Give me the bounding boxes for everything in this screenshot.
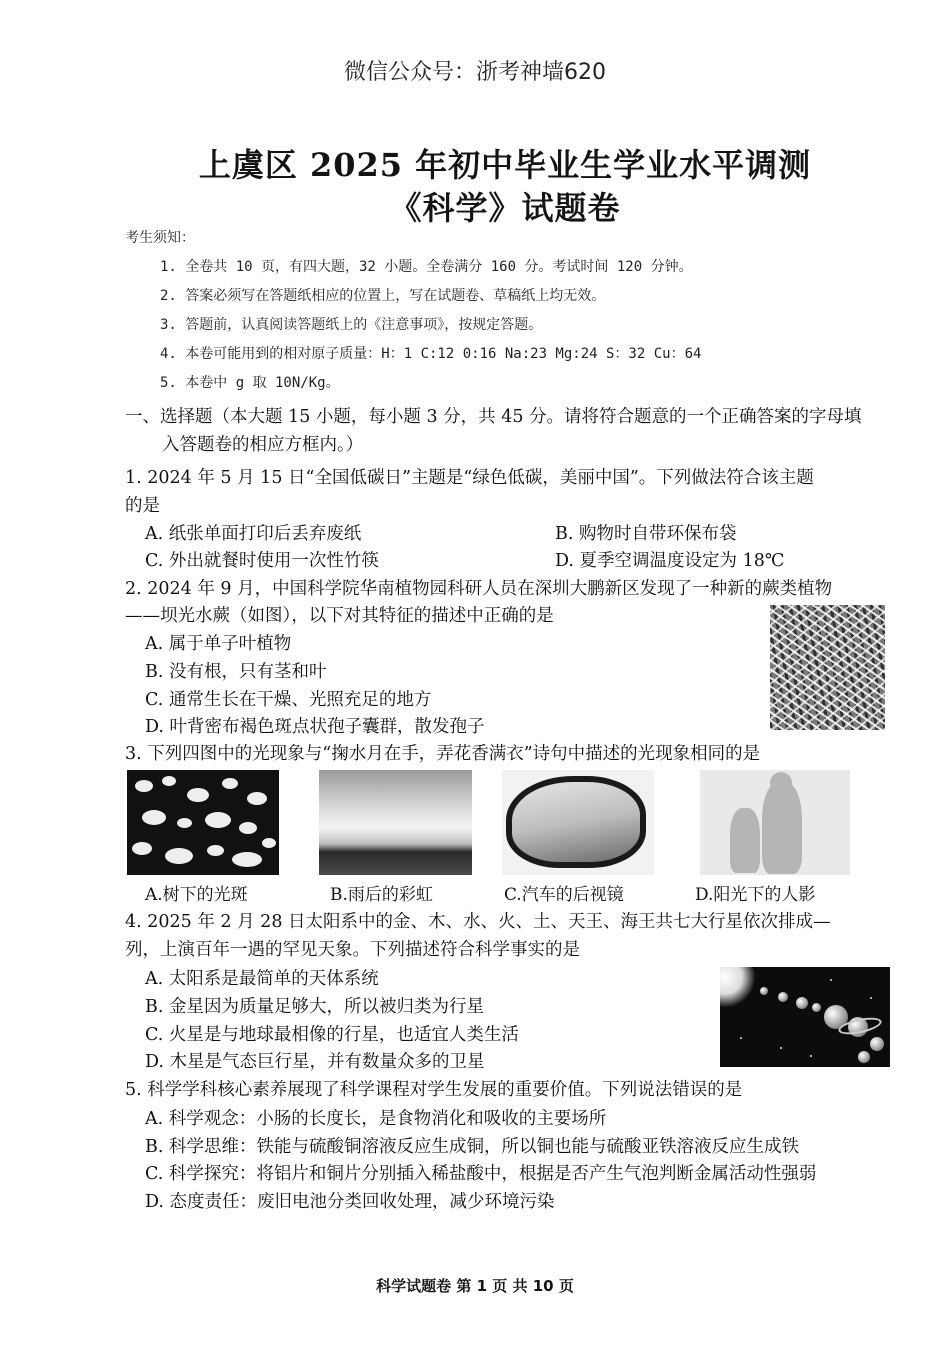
q5-stem: 5. 科学学科核心素养展现了科学课程对学生发展的重要价值。下列说法错误的是 [125,1080,743,1100]
human-shadow-photo [700,770,850,875]
q1-option-a: A. 纸张单面打印后丢弃废纸 [145,524,362,544]
car-mirror-photo [502,770,654,875]
mirror-glass [506,776,646,868]
q1-option-c: C. 外出就餐时使用一次性竹筷 [145,551,379,571]
fern-photo [770,605,885,730]
page-footer: 科学试题卷 第 1 页 共 10 页 [376,1277,574,1295]
rainbow-photo [319,770,472,875]
notice-item-2: 2. 答案必须写在答题纸相应的位置上，写在试题卷、草稿纸上均无效。 [160,288,606,304]
light-spots-photo [127,770,279,875]
q2-option-b: B. 没有根，只有茎和叶 [145,662,327,682]
watermark-header: 微信公众号：浙考神墙620 [344,60,606,85]
q3-stem: 3. 下列四图中的光现象与“掬水月在手，弄花香满衣”诗句中描述的光现象相同的是 [125,744,761,764]
q5-option-b: B. 科学思维：铁能与硫酸铜溶液反应生成铜，所以铜也能与硫酸亚铁溶液反应生成铁 [145,1137,799,1157]
q4-stem-line2: 列，上演百年一遇的罕见天象。下列描述符合科学事实的是 [125,940,580,960]
section1-instructions-line1: 一、选择题（本大题 15 小题，每小题 3 分，共 45 分。请将符合题意的一个正确答案的字母填 [125,407,862,427]
q4-option-a: A. 太阳系是最简单的天体系统 [145,969,379,989]
exam-title: 上虞区 2025 年初中毕业生学业水平调测 [198,146,812,184]
notice-item-4: 4. 本卷可能用到的相对原子质量：H：1 C:12 0:16 Na:23 Mg:24 S：32 Cu：64 [160,346,702,362]
q4-option-c: C. 火星是与地球最相像的行星，也适宜人类生活 [145,1025,519,1045]
q2-option-d: D. 叶背密布褐色斑点状孢子囊群，散发孢子 [145,717,485,737]
notice-item-1: 1. 全卷共 10 页，有四大题，32 小题。全卷满分 160 分。考试时间 120 分钟。 [160,259,693,275]
q1-stem-line1: 1. 2024 年 5 月 15 日“全国低碳日”主题是“绿色低碳，美丽中国”。下列做法符合该主题 [125,468,814,488]
sun-glow [720,967,755,1007]
q2-option-a: A. 属于单子叶植物 [145,634,292,654]
q2-option-c: C. 通常生长在干燥、光照充足的地方 [145,690,432,710]
notice-item-3: 3. 答题前，认真阅读答题纸上的《注意事项》，按规定答题。 [160,317,543,333]
exam-subtitle: 《科学》试题卷 [389,189,621,227]
section1-instructions-line2: 入答题卷的相应方框内。） [162,435,364,455]
q4-option-d: D. 木星是气态巨行星，并有数量众多的卫星 [145,1052,485,1072]
q2-stem-line2: ——坝光水蕨（如图），以下对其特征的描述中正确的是 [125,606,554,626]
q4-option-b: B. 金星因为质量足够大，所以被归类为行星 [145,997,484,1017]
q1-stem-line2: 的是 [125,496,160,516]
q3-caption-b: B.雨后的彩虹 [330,885,433,905]
q3-caption-d: D.阳光下的人影 [695,885,816,905]
notice-item-5: 5. 本卷中 g 取 10N/Kg。 [160,375,340,391]
q2-stem-line1: 2. 2024 年 9 月，中国科学院华南植物园科研人员在深圳大鹏新区发现了一种新的蕨类植物 [125,579,833,599]
q1-option-d: D. 夏季空调温度设定为 18℃ [555,551,785,571]
q3-caption-c: C.汽车的后视镜 [504,885,624,905]
q5-option-c: C. 科学探究：将铝片和铜片分别插入稀盐酸中，根据是否产生气泡判断金属活动性强弱 [145,1164,817,1184]
q5-option-a: A. 科学观念：小肠的长度长，是食物消化和吸收的主要场所 [145,1109,607,1129]
q5-option-d: D. 态度责任：废旧电池分类回收处理，减少环境污染 [145,1192,555,1212]
solar-system-photo [720,967,890,1067]
q3-caption-a: A.树下的光斑 [145,885,248,905]
notice-heading: 考生须知： [125,230,195,246]
q1-option-b: B. 购物时自带环保布袋 [555,524,737,544]
q4-stem-line1: 4. 2025 年 2 月 28 日太阳系中的金、木、水、火、土、天王、海王共七大行星依次排成— [125,912,831,932]
